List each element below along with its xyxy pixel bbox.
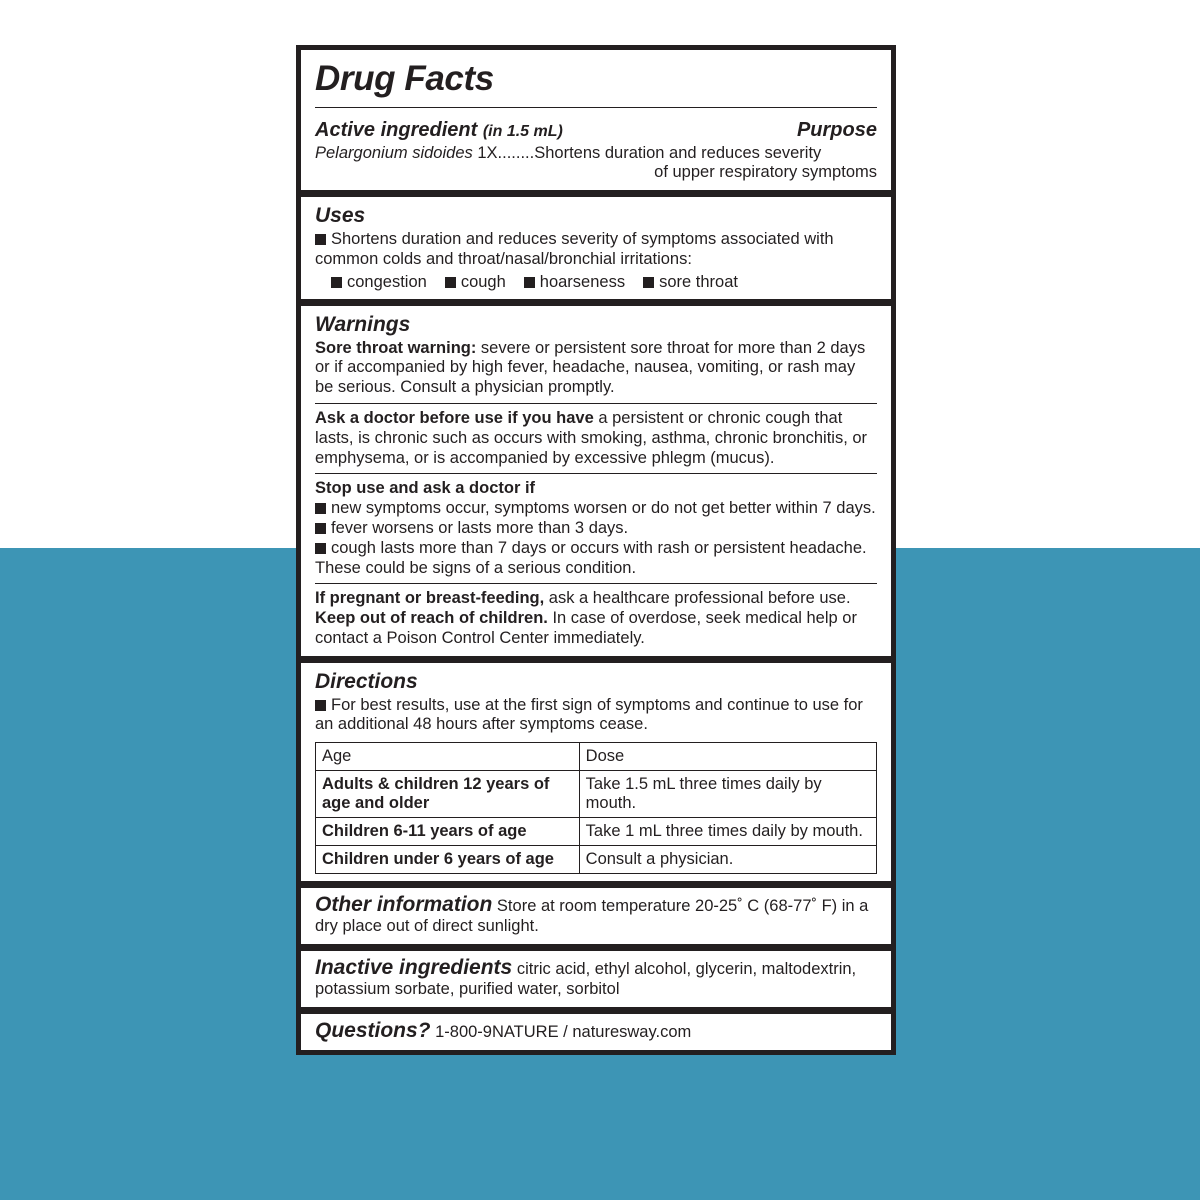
pregnancy-label: If pregnant or breast-feeding,	[315, 589, 545, 608]
warning-stop-use	[315, 479, 877, 578]
stop-use-items-2	[315, 539, 877, 579]
purpose-text-line2: of upper respiratory symptoms	[654, 163, 877, 182]
active-ingredient-section	[301, 108, 891, 190]
directions-bullet-text: For best results, use at the first sign of symptoms and continue to use for an additional 48 hours after symptoms cease.	[315, 695, 863, 734]
active-ingredient-detail	[315, 144, 877, 183]
uses-item-label: congestion	[347, 272, 427, 291]
warning-divider-1	[315, 403, 877, 404]
bullet-square-icon	[445, 277, 456, 288]
other-information-line	[315, 892, 877, 937]
active-ingredient-label: Active ingredient	[315, 119, 478, 141]
sore-throat-warning-text: severe or persistent sore throat for more than 2 days or if accompanied by high fever, headache, nausea, vomiting, or rash may be serious. Consult a physician promptly.	[315, 338, 866, 397]
section-divider-1	[301, 190, 891, 197]
sore-throat-warning-label: Sore throat warning:	[315, 338, 477, 357]
warnings-heading: Warnings	[315, 312, 411, 336]
section-divider-4	[301, 881, 891, 888]
stop-use-item-2: fever worsens or lasts more than 3 days.	[331, 518, 629, 537]
ingredient-strength: 1X........	[472, 144, 535, 162]
active-ingredient-heading	[315, 119, 563, 142]
keep-out-of-reach-text: In case of overdose, seek medical help or contact a Poison Control Center immediately.	[315, 609, 857, 647]
questions-heading: Questions?	[315, 1019, 431, 1043]
uses-symptom-list	[315, 273, 877, 292]
stop-use-item-1: new symptoms occur, symptoms worsen or do not get better within 7 days.	[331, 499, 876, 518]
warning-sore-throat	[315, 339, 877, 398]
section-divider-6	[301, 1007, 891, 1014]
table-cell-age: Children under 6 years of age	[316, 846, 580, 874]
bullet-square-icon	[315, 503, 326, 514]
inactive-ingredients-section	[301, 951, 891, 1007]
ask-doctor-label: Ask a doctor before use if you have	[315, 408, 594, 427]
uses-item-sore-throat	[643, 273, 738, 292]
table-cell-dose: Consult a physician.	[579, 846, 876, 874]
table-cell-age: Adults & children 12 years of age and older	[316, 771, 580, 818]
stop-use-item-3: cough lasts more than 7 days or occurs with rash or persistent headache. These could be signs of a serious condition.	[315, 538, 867, 577]
directions-section	[301, 663, 891, 881]
pregnancy-text: ask a healthcare professional before use.	[544, 589, 851, 608]
ingredient-scientific-name: Pelargonium sidoides	[315, 144, 473, 162]
other-information-section	[301, 888, 891, 944]
bullet-square-icon	[643, 277, 654, 288]
uses-main-text	[315, 230, 877, 270]
warning-divider-3	[315, 583, 877, 584]
bullet-square-icon	[315, 700, 326, 711]
bullet-square-icon	[315, 543, 326, 554]
purpose-text-line1: Shortens duration and reduces severity	[534, 144, 822, 162]
ask-doctor-text: a persistent or chronic cough that lasts, is chronic such as occurs with smoking, asthma, chronic bronchitis, or emphysema, or is accompanied by excessive phlegm (mucus).	[315, 408, 868, 467]
section-divider-2	[301, 299, 891, 306]
table-cell-dose: Take 1.5 mL three times daily by mouth.	[579, 771, 876, 818]
inactive-ingredients-text: citric acid, ethyl alcohol, glycerin, maltodextrin, potassium sorbate, purified water, sorbitol	[315, 960, 857, 999]
warnings-section	[301, 306, 891, 656]
questions-line	[315, 1018, 877, 1043]
table-header-age: Age	[316, 743, 580, 771]
bullet-square-icon	[315, 523, 326, 534]
table-row	[316, 818, 877, 846]
stop-use-label: Stop use and ask a doctor if	[315, 479, 536, 498]
table-cell-dose: Take 1 mL three times daily by mouth.	[579, 818, 876, 846]
other-information-heading: Other information	[315, 893, 493, 917]
bullet-square-icon	[331, 277, 342, 288]
purpose-heading: Purpose	[796, 119, 877, 141]
active-ingredient-header-row	[315, 119, 877, 142]
dosage-table	[315, 742, 877, 874]
questions-contact-text: 1-800-9NATURE / naturesway.com	[430, 1023, 692, 1042]
directions-bullet	[315, 696, 877, 736]
bullet-square-icon	[315, 234, 326, 245]
questions-section	[301, 1014, 891, 1050]
other-information-text: Store at room temperature 20-25˚ C (68-77˚ F) in a dry place out of direct sunlight.	[315, 897, 869, 936]
stop-use-items	[315, 499, 877, 539]
table-header-row	[316, 743, 877, 771]
table-row	[316, 771, 877, 818]
panel-title: Drug Facts	[315, 59, 494, 98]
uses-item-hoarseness	[524, 273, 625, 292]
keep-out-of-reach-label: Keep out of reach of children.	[315, 609, 548, 628]
section-divider-5	[301, 944, 891, 951]
section-divider-3	[301, 656, 891, 663]
uses-item-congestion	[331, 273, 427, 292]
uses-main-label: Shortens duration and reduces severity of symptoms associated with common colds and throat/nasal/bronchial irritations:	[315, 229, 834, 268]
uses-item-label: cough	[460, 272, 506, 291]
uses-heading: Uses	[315, 203, 366, 227]
directions-heading: Directions	[315, 669, 418, 693]
warning-ask-doctor	[315, 409, 877, 468]
uses-item-label: sore throat	[659, 272, 738, 291]
inactive-ingredients-line	[315, 955, 877, 1000]
drug-facts-panel	[296, 45, 896, 1055]
table-cell-age: Children 6-11 years of age	[316, 818, 580, 846]
table-row	[316, 846, 877, 874]
warning-pregnancy-keepout	[315, 589, 877, 648]
uses-item-cough	[445, 273, 506, 292]
active-ingredient-amount: (in 1.5 mL)	[482, 123, 563, 140]
table-header-dose: Dose	[579, 743, 876, 771]
warning-divider-2	[315, 473, 877, 474]
uses-item-label: hoarseness	[539, 272, 626, 291]
uses-section	[301, 197, 891, 299]
bullet-square-icon	[524, 277, 535, 288]
inactive-ingredients-heading: Inactive ingredients	[315, 956, 513, 980]
